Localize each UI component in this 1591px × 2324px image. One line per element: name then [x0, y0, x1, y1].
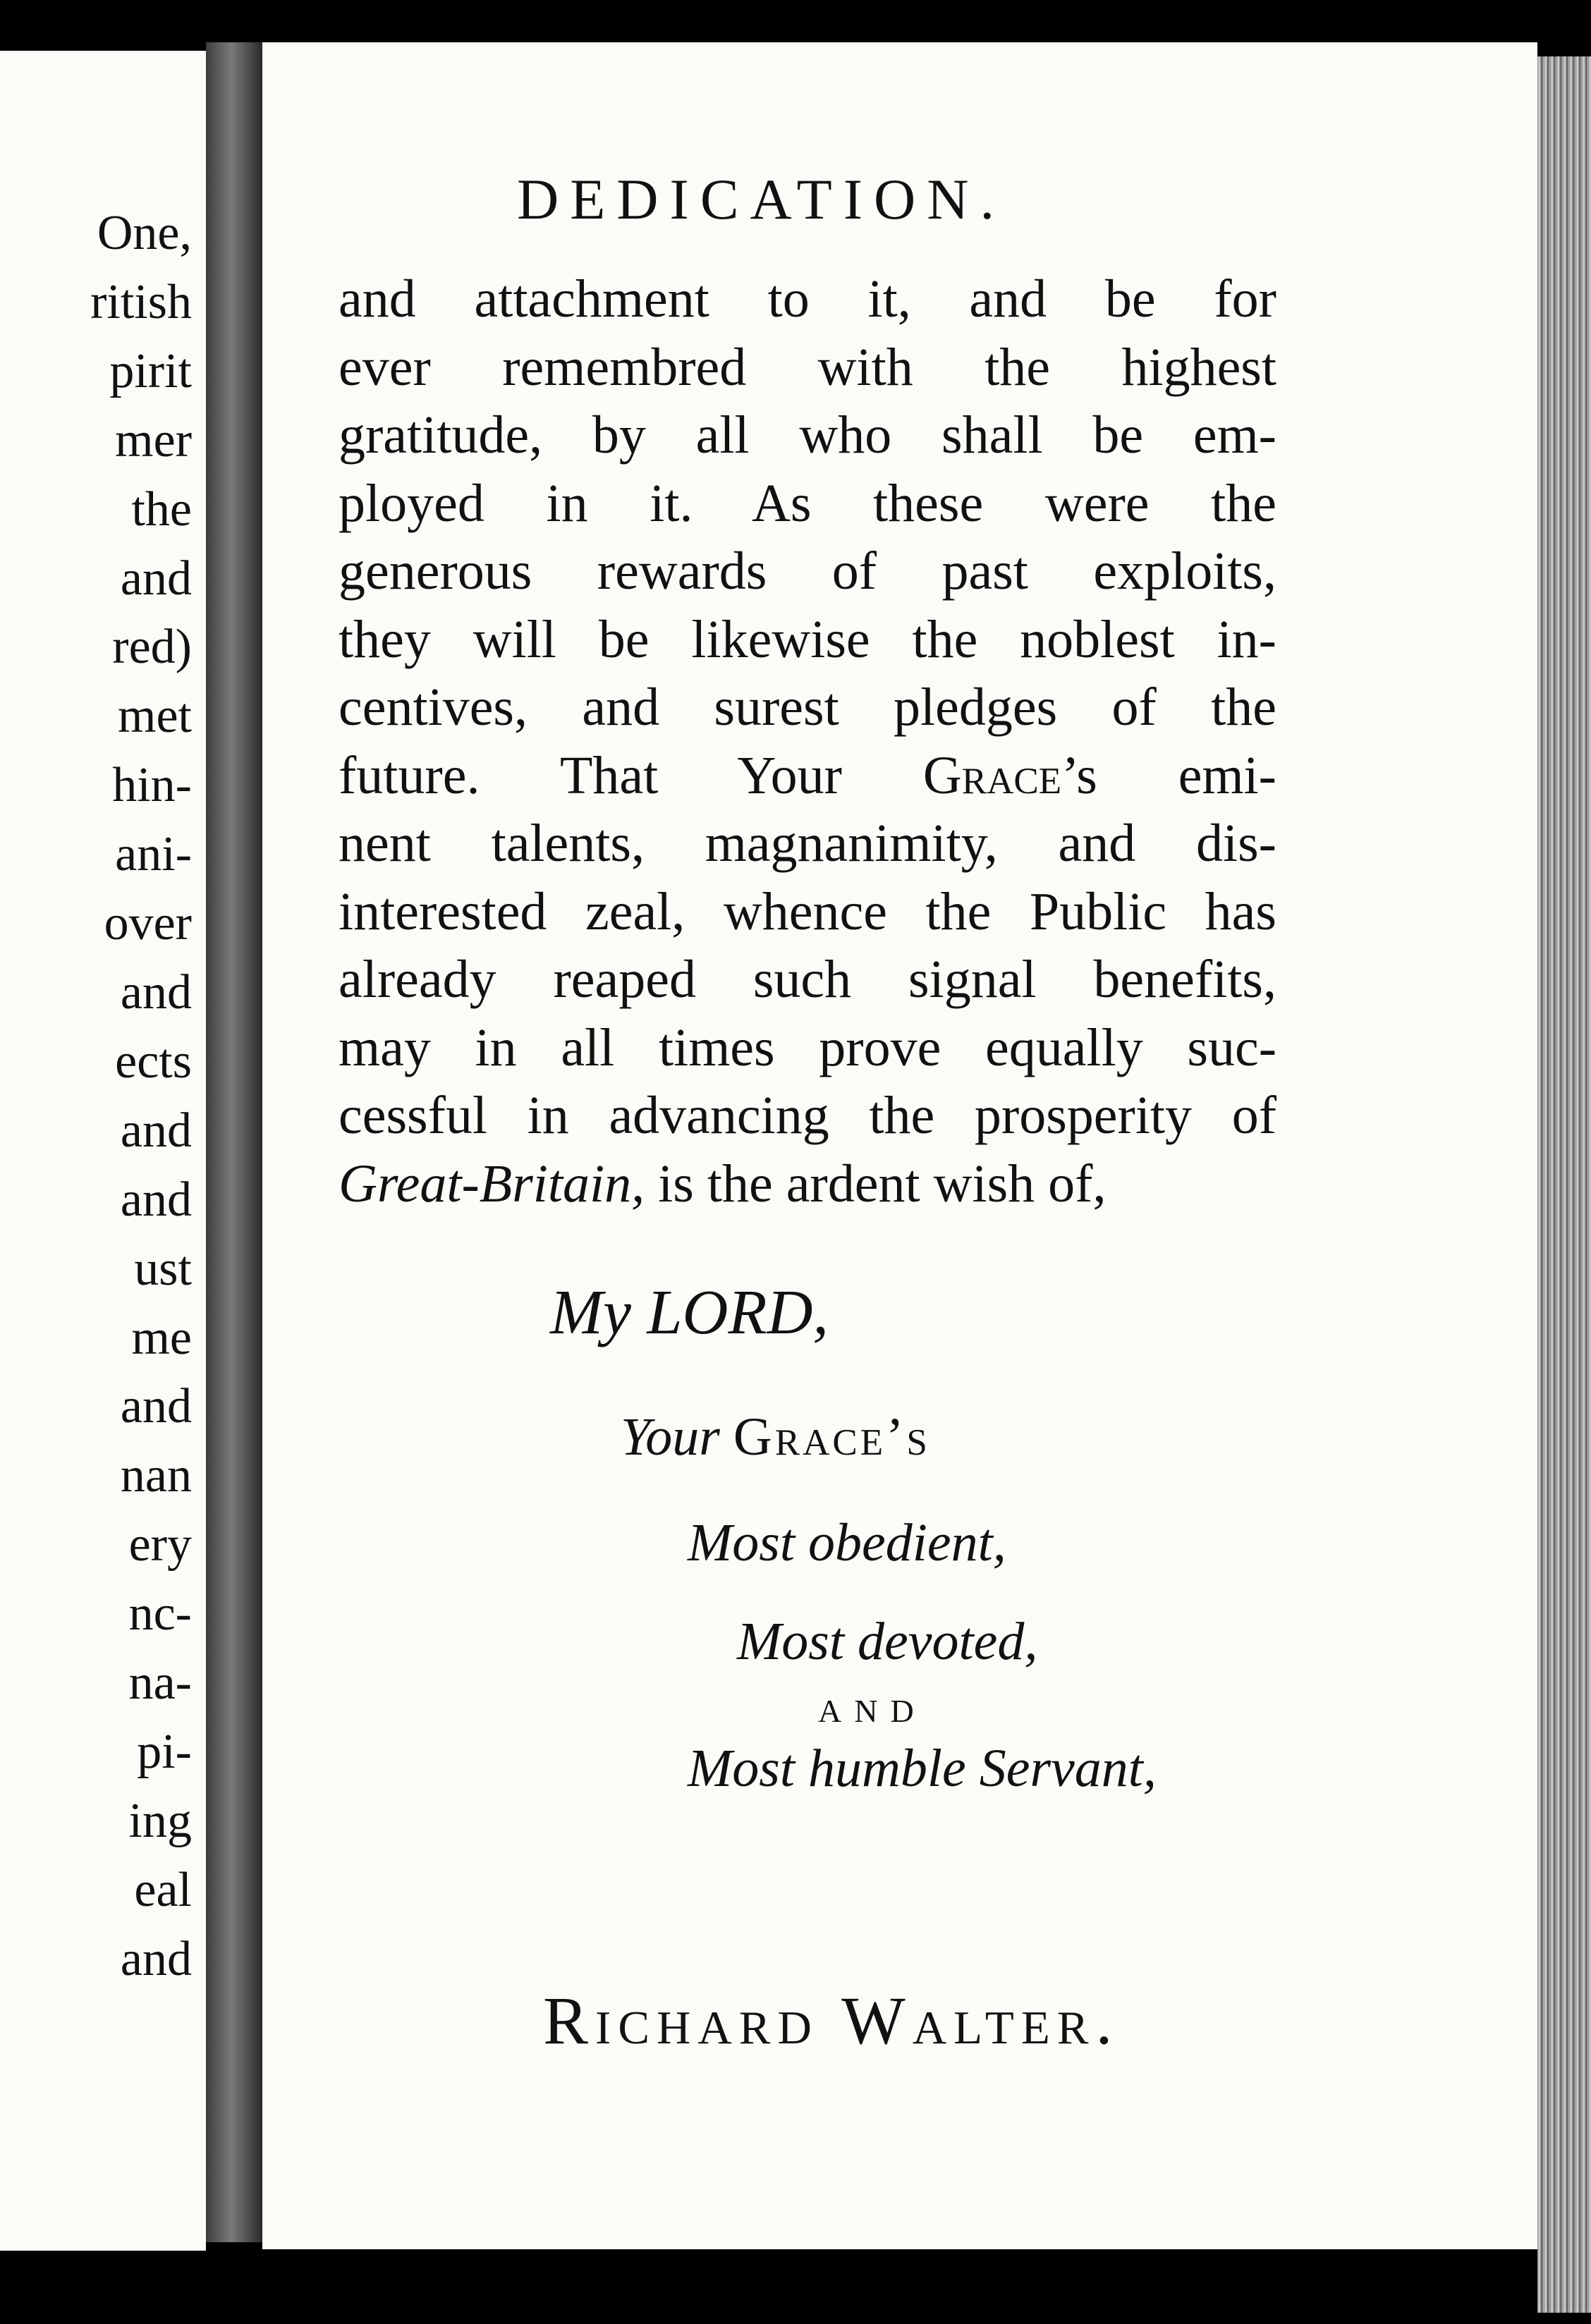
- body-text-segment: is the ardent wish of,: [645, 1154, 1107, 1213]
- left-page-fragment: mer: [115, 412, 192, 467]
- left-page-fragment: and: [120, 551, 192, 606]
- left-page-fragment: ery: [128, 1517, 192, 1572]
- left-page-fragment: the: [131, 482, 192, 537]
- most-humble-servant-line: Most humble Servant,: [688, 1739, 1157, 1798]
- body-line: centives, and surest pledges of the: [339, 678, 1276, 737]
- left-page-fragment: red): [112, 620, 192, 675]
- left-page-fragment: nan: [120, 1448, 192, 1503]
- body-line: cessful in advancing the prosperity of: [339, 1086, 1276, 1145]
- body-line: may in all times prove equally suc-: [339, 1017, 1276, 1077]
- left-page-fragment: and: [120, 1172, 192, 1227]
- left-page-fragment: pi-: [137, 1724, 192, 1779]
- left-page-fragment: pirit: [109, 343, 192, 398]
- salutation: My LORD,: [550, 1278, 829, 1347]
- your-word: Your: [621, 1407, 733, 1467]
- most-obedient-line: Most obedient,: [688, 1513, 1006, 1572]
- your-grace-line: [621, 1407, 930, 1468]
- body-line: already reaped such signal benefits,: [339, 950, 1276, 1009]
- body-text-segment: future. That Your: [339, 745, 923, 805]
- left-page-fragment: and: [120, 1103, 192, 1158]
- body-line: [339, 1150, 1276, 1218]
- body-line: nent talents, magnanimity, and dis-: [339, 814, 1276, 873]
- body-line: gratitude, by all who shall be em-: [339, 405, 1276, 465]
- left-page: [0, 51, 206, 2251]
- left-page-fragment: and: [120, 1931, 192, 1986]
- left-page-fragment: met: [118, 689, 192, 744]
- body-line: ployed in it. As these were the: [339, 473, 1276, 533]
- body-text-segment: ’s emi-: [1061, 745, 1276, 805]
- left-page-fragment: me: [131, 1310, 192, 1365]
- left-page-fragment: hin-: [112, 758, 192, 813]
- left-page-fragment: and: [120, 965, 192, 1020]
- most-devoted-line: Most devoted,: [737, 1612, 1038, 1671]
- grace-small-caps: Grace: [922, 745, 1062, 805]
- left-page-fragment: and: [120, 1379, 192, 1434]
- left-page-fragment: One,: [97, 206, 192, 260]
- body-line: generous rewards of past exploits,: [339, 542, 1276, 601]
- body-line: they will be likewise the noblest in-: [339, 609, 1276, 669]
- body-line: [339, 742, 1276, 810]
- grace-word: Grace’s: [733, 1407, 930, 1467]
- body-line: interested zeal, whence the Public has: [339, 881, 1276, 941]
- book-gutter: [206, 42, 262, 2242]
- body-line: ever remembred with the highest: [339, 337, 1276, 397]
- left-page-fragment: over: [104, 896, 192, 951]
- running-head: DEDICATION.: [517, 167, 1006, 231]
- left-page-fragment: ani-: [115, 827, 192, 882]
- great-britain-italic: Great-Britain,: [339, 1154, 645, 1213]
- page-edges: [1537, 56, 1591, 2313]
- left-page-fragment: ritish: [90, 274, 192, 329]
- left-page-fragment: nc-: [128, 1586, 192, 1641]
- dedication-body: [339, 265, 1276, 1218]
- signature: Richard Walter.: [543, 1983, 1120, 2058]
- left-page-fragment: eal: [134, 1862, 192, 1917]
- left-page-text: [0, 199, 192, 1994]
- body-line: and attachment to it, and be for: [339, 269, 1276, 329]
- and-word: AND: [818, 1693, 927, 1729]
- left-page-fragment: ing: [128, 1793, 192, 1848]
- left-page-fragment: ects: [115, 1034, 192, 1089]
- left-page-fragment: na-: [128, 1656, 192, 1711]
- left-page-fragment: ust: [134, 1241, 192, 1296]
